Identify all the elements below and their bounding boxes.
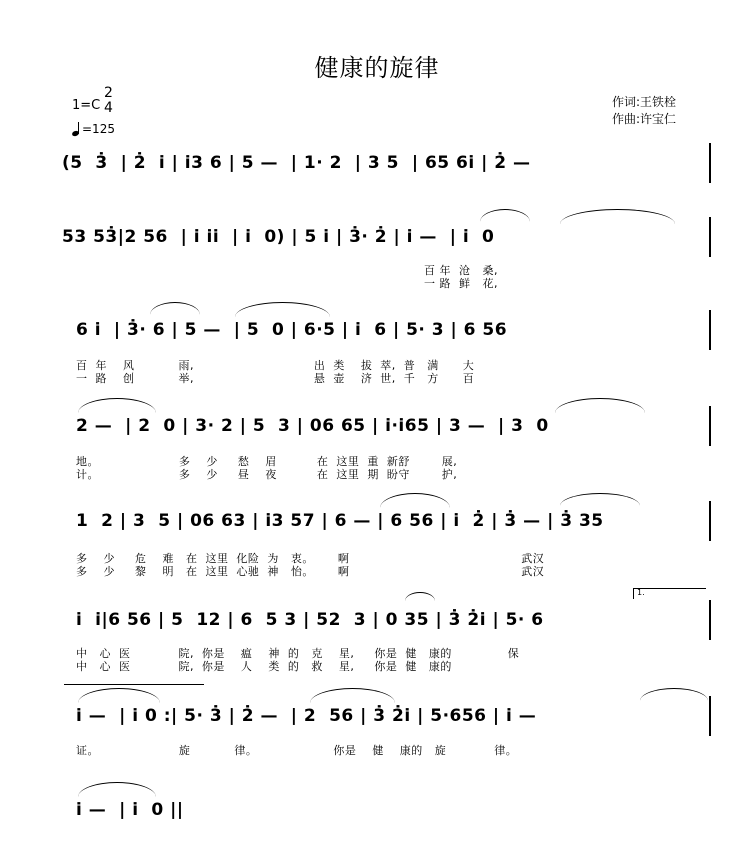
score-row-3 [60, 310, 714, 350]
barline [709, 501, 711, 541]
barline [709, 217, 711, 257]
row-7-notes: i̇ — | i̇ 0 :| 5· 3̇ | 2̇ — | 2 56 | 3̇ 2̇i̇ | 5·656 | i̇ — [76, 706, 537, 726]
tempo-value: =125 [82, 122, 115, 136]
barline [709, 406, 711, 446]
row-2-lyrics-verse-1: 百 年 沧 桑, [424, 264, 498, 277]
row-1-notes: (5 3̇ | 2̇ i̇ | i̇3 6 | 5 — | 1· 2 | 3 5 | 65 6i̇ | 2̇ — [62, 153, 531, 173]
composer: 作曲:许宝仁 [612, 112, 677, 126]
row-3-lyrics-verse-1: 百 年 风 雨, 出 类 拔 萃, 普 满 大 [76, 359, 475, 372]
song-title: 健康的旋律 [314, 54, 440, 82]
row-6-lyrics-verse-2: 中 心 医 院, 你是 人 类 的 救 星, 你是 健 康的 [76, 660, 452, 673]
barline [709, 600, 711, 640]
slur [480, 209, 530, 222]
slur [150, 302, 200, 315]
row-5-notes: 1 2 | 3 5 | 06 63 | i̇3 57 | 6 — | 6 56 | i̇ 2̇ | 3̇ — | 3̇ 35 [76, 511, 604, 531]
row-6-notes: i̇ i̇|6 56 | 5 12 | 6 5 3 | 52 3 | 0 35 | 3̇ 2̇i̇ | 5· 6 [76, 610, 544, 630]
time-signature [104, 86, 113, 116]
score-row-4 [60, 406, 714, 446]
score-row-7 [60, 696, 714, 736]
lyricist: 作词:王铁栓 [612, 95, 677, 109]
row-4-lyrics-verse-2: 计。 多 少 昼 夜 在 这里 期 盼守 护, [76, 468, 458, 481]
tie [560, 209, 675, 224]
tie [380, 493, 450, 508]
row-7-lyrics: 证。 旋 律。 你是 健 康的 旋 律。 [76, 744, 518, 757]
tie [555, 398, 645, 413]
row-6-lyrics-verse-1: 中 心 医 院, 你是 瘟 神 的 克 星, 你是 健 康的 保 [76, 647, 520, 660]
score-row-1 [60, 143, 714, 183]
score-row-5 [60, 501, 714, 541]
tie [78, 782, 156, 797]
tie [78, 398, 156, 413]
slur [405, 592, 435, 601]
row-2-lyrics-verse-2: 一 路 鲜 花, [424, 277, 498, 290]
row-8-notes: i̇ — | i̇ 0 || [76, 800, 184, 820]
row-2-notes: 53 53̇|2 56 | i̇ i̇i̇ | i̇ 0) | 5 i̇ | 3̇· 2̇ | i̇ — | i̇ 0 [62, 227, 495, 247]
volta-label: 1. [637, 588, 645, 597]
row-4-lyrics-verse-1: 地。 多 少 愁 眉 在 这里 重 新舒 展, [76, 455, 458, 468]
score-row-6 [60, 600, 714, 640]
time-signature-top: 2 [104, 85, 113, 101]
credits [612, 94, 676, 128]
tie [235, 302, 330, 317]
time-signature-bottom: 4 [104, 100, 113, 116]
barline [709, 310, 711, 350]
score-row-8 [60, 790, 714, 830]
row-5-lyrics-verse-1: 多 少 危 难 在 这里 化险 为 衷。 啊 武汉 [76, 552, 545, 565]
row-4-notes: 2 — | 2 0 | 3· 2 | 5 3 | 06 65 | i̇·i̇65 | 3 — | 3 0 [76, 416, 549, 436]
row-3-lyrics-verse-2: 一 路 创 举, 悬 壶 济 世, 千 方 百 [76, 372, 475, 385]
key-signature: 1=C [72, 98, 101, 113]
tempo-marking [72, 122, 115, 136]
tie [640, 688, 708, 701]
row-5-lyrics-verse-2: 多 少 黎 明 在 这里 心驰 神 怡。 啊 武汉 [76, 565, 545, 578]
quarter-note-icon [72, 122, 80, 136]
slur [560, 493, 640, 506]
volta-bracket [633, 588, 706, 599]
score-row-2 [60, 217, 714, 257]
barline [709, 143, 711, 183]
row-3-notes: 6 i̇ | 3̇· 6 | 5 — | 5 0 | 6·5 | i̇ 6 | 5· 3 | 6 56 [76, 320, 508, 340]
tie [310, 688, 395, 703]
barline [709, 696, 711, 736]
